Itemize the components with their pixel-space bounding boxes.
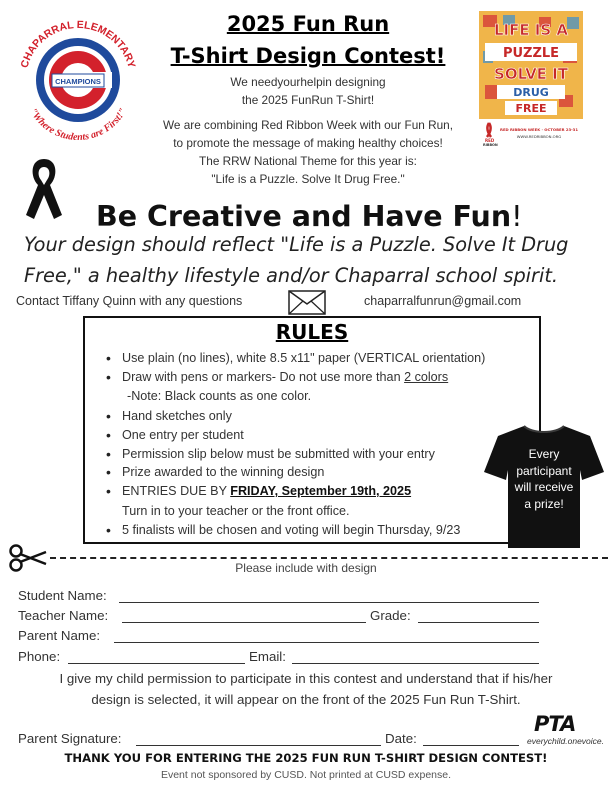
rule-prize: • Prize awarded to the winning design [122, 465, 324, 479]
title-contest: T-Shirt Design Contest! [170, 44, 446, 68]
rule-one-entry: • One entry per student [122, 428, 244, 442]
teacher-name-label: Teacher Name: [18, 608, 109, 623]
school-motto-arc: "Where Students are First!" [27, 106, 129, 144]
shirt-prize-text [506, 446, 582, 512]
rule-paper: • Use plain (no lines), white 8.5 x11" paper (VERTICAL orientation) [122, 351, 485, 365]
intro-line-1: We needyourhelpin designing [230, 75, 386, 89]
rule-due-date-value: FRIDAY, September 19th, 2025 [230, 484, 412, 498]
rule-colors-text: Draw with pens or markers- Do not use more than [122, 370, 405, 384]
email-field[interactable] [292, 663, 539, 664]
parent-name-field[interactable] [114, 642, 539, 643]
school-name-arc: CHAPARRAL ELEMENTARY [18, 18, 138, 70]
permission-line-2: design is selected, it will appear on the front of the 2025 Fun Run T-Shirt. [91, 692, 521, 707]
poster-site: WWW.REDRIBBON.ORG [516, 134, 562, 139]
rules-box [83, 316, 541, 544]
ribbon-icon [20, 153, 68, 223]
please-include: Please include with design [235, 561, 377, 575]
rule-finalists: • 5 finalists will be chosen and voting will begin Thursday, 9/23 [122, 523, 460, 537]
parent-signature-label: Parent Signature: [18, 731, 122, 746]
intro-line-2: the 2025 FunRun T-Shirt! [241, 93, 375, 107]
red-ribbon-poster [479, 11, 583, 148]
shirt-line-3: will receive [514, 480, 574, 494]
grade-field[interactable] [418, 622, 539, 623]
envelope-icon [288, 290, 326, 315]
date-label: Date: [385, 731, 417, 746]
poster-drug: DRUG [513, 86, 549, 99]
title-fun-run: 2025 Fun Run [226, 12, 390, 36]
poster-free: FREE [515, 102, 547, 115]
rule-colors-note: -Note: Black counts as one color. [127, 389, 312, 403]
date-field[interactable] [423, 745, 519, 746]
intro-line-6: "Life is a Puzzle. Solve It Drug Free." [211, 172, 405, 186]
be-creative-headline [96, 200, 523, 233]
parent-name-label: Parent Name: [18, 628, 101, 643]
student-name-label: Student Name: [18, 588, 107, 603]
pta-logo: PTA [534, 712, 576, 736]
chaparral-school-logo [8, 10, 148, 150]
teacher-name-field[interactable] [122, 622, 366, 623]
headline-bang: ! [511, 200, 523, 233]
rule-permission: • Permission slip below must be submitted with your entry [122, 447, 435, 461]
disclaimer: Event not sponsored by CUSD. Not printed at CUSD expense. [160, 769, 452, 781]
rule-colors [122, 370, 448, 384]
reflect-line-2: Free," a healthy lifestyle and/or Chaparral school spirit. [24, 264, 559, 287]
grade-label: Grade: [370, 608, 411, 623]
poster-week: RED RIBBON WEEK · OCTOBER 23-31 [500, 127, 578, 132]
permission-line-1: I give my child permission to participate in this contest and understand that if his/her [59, 671, 553, 686]
poster-ribbon: RIBBON [483, 143, 498, 147]
shirt-line-2: participant [516, 463, 572, 478]
shirt-line-1: Every [528, 447, 560, 461]
reflect-line-1: Your design should reflect "Life is a Puzzle. Solve It Drug [24, 233, 569, 256]
parent-signature-field[interactable] [136, 745, 381, 746]
intro-line-5: The RRW National Theme for this year is: [199, 154, 417, 168]
rule-hand-sketch: • Hand sketches only [122, 409, 232, 423]
poster-life-is-a: LIFE IS A [493, 21, 569, 39]
contact-text: Contact Tiffany Quinn with any questions [16, 294, 243, 308]
phone-label: Phone: [18, 649, 61, 664]
shirt-line-4: a prize! [524, 496, 564, 511]
intro-line-3: We are combining Red Ribbon Week with our Fun Run, [162, 118, 454, 132]
thank-you-footer: THANK YOU FOR ENTERING THE 2025 FUN RUN T-SHIRT DESIGN CONTEST! [64, 751, 548, 765]
champions-label: CHAMPIONS [55, 77, 101, 86]
poster-red: RED [485, 138, 495, 143]
pta-tagline: everychild.onevoice. [527, 736, 605, 746]
rule-due-date [122, 484, 411, 498]
student-name-field[interactable] [119, 602, 539, 603]
phone-field[interactable] [68, 663, 245, 664]
email-label: Email: [249, 649, 286, 664]
rule-due-prefix: ENTRIES DUE BY [122, 484, 231, 498]
rules-title: RULES [275, 320, 349, 344]
poster-solve-it: SOLVE IT [494, 65, 568, 83]
permission-statement [22, 668, 590, 710]
poster-puzzle: PUZZLE [502, 46, 560, 61]
rule-turn-in: Turn in to your teacher or the front office. [122, 504, 350, 518]
rule-colors-limit: 2 colors [404, 370, 449, 384]
intro-line-4: to promote the message of making healthy choices! [173, 136, 443, 150]
headline-main: Be Creative and Have Fun [96, 200, 512, 233]
contact-email[interactable]: chaparralfunrun@gmail.com [364, 294, 522, 308]
cut-line [50, 557, 608, 559]
